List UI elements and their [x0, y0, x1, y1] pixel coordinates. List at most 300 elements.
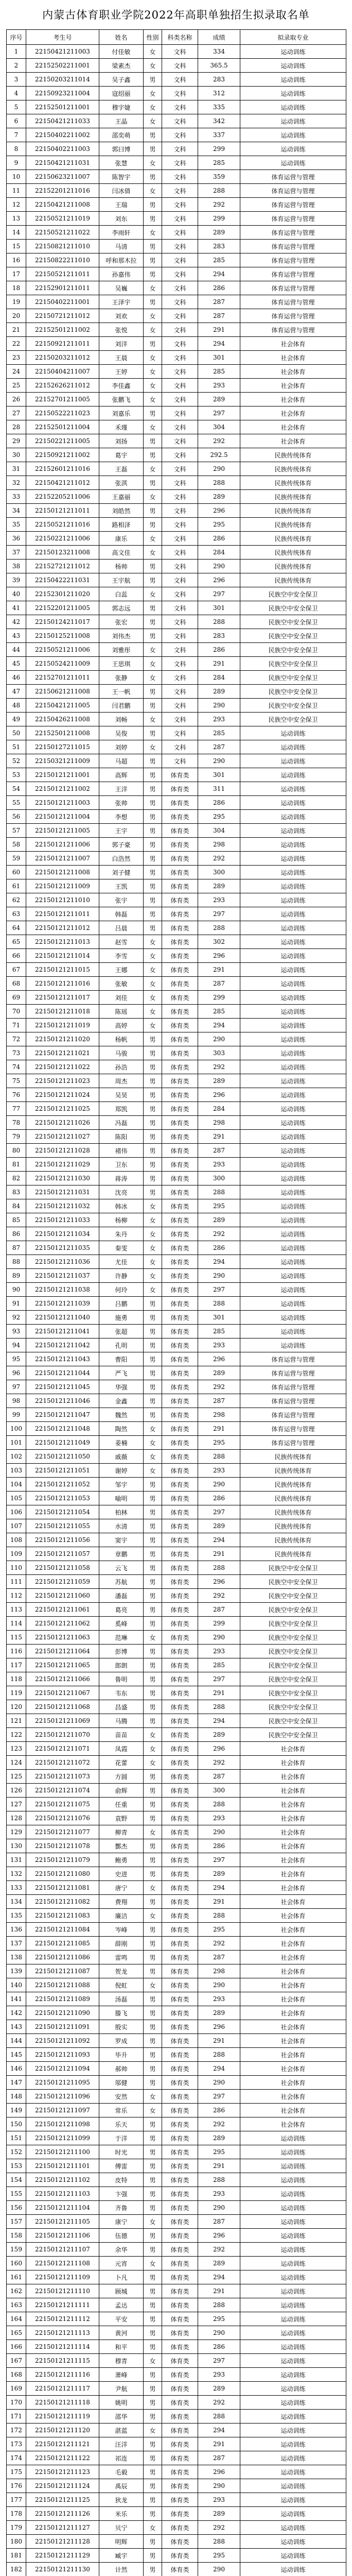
cell-name: 王泽宇: [99, 295, 144, 309]
cell-major: 运动训练: [240, 768, 346, 782]
cell-exam-number: 22150121211003: [26, 796, 99, 810]
cell-index: 131: [7, 1853, 26, 1867]
cell-exam-number: 22150121211063: [26, 1631, 99, 1645]
table-row: [7, 1519, 346, 1533]
table-row: [7, 991, 346, 1005]
cell-category: 文科: [162, 142, 198, 156]
cell-index: 85: [7, 1213, 26, 1227]
cell-score: 297: [198, 587, 240, 601]
cell-major: 运动训练: [240, 2173, 346, 2187]
cell-exam-number: 22150121211043: [26, 1352, 99, 1366]
cell-exam-number: 22150121211025: [26, 1102, 99, 1116]
cell-gender: 男: [144, 267, 162, 281]
cell-gender: 男: [144, 1380, 162, 1394]
cell-major: 民族空中安全保卫: [240, 1589, 346, 1603]
cell-index: 65: [7, 935, 26, 949]
cell-index: 129: [7, 1825, 26, 1839]
cell-gender: 男: [144, 1839, 162, 1853]
cell-name: 乐天: [99, 2117, 144, 2131]
table-row: [7, 685, 346, 699]
cell-category: 体育类: [162, 2270, 198, 2284]
table-row: [7, 462, 346, 476]
cell-major: 体育运营与管理: [240, 281, 346, 295]
cell-exam-number: 22150121211082: [26, 1895, 99, 1909]
cell-exam-number: 22150321211009: [26, 754, 99, 768]
cell-name: 张鹏飞: [99, 393, 144, 406]
cell-score: 294: [198, 1714, 240, 1728]
cell-major: 民族空中安全保卫: [240, 1700, 346, 1714]
cell-name: 费翔: [99, 1895, 144, 1909]
cell-index: 122: [7, 1728, 26, 1742]
cell-score: 303: [198, 1046, 240, 1060]
cell-category: 体育类: [162, 1909, 198, 1923]
cell-category: 体育类: [162, 1978, 198, 1992]
cell-gender: 男: [144, 128, 162, 142]
cell-score: 288: [198, 1185, 240, 1199]
cell-index: 54: [7, 782, 26, 796]
table-row: [7, 1227, 346, 1241]
table-row: [7, 1283, 346, 1297]
cell-score: 294: [198, 337, 240, 351]
cell-score: 289: [198, 2257, 240, 2270]
cell-exam-number: 22150402211003: [26, 142, 99, 156]
cell-major: 体育运营与管理: [240, 198, 346, 212]
cell-major: 民族空中安全保卫: [240, 601, 346, 615]
cell-index: 82: [7, 1172, 26, 1185]
cell-index: 124: [7, 1756, 26, 1770]
cell-score: 289: [198, 1728, 240, 1742]
cell-major: 体育运营与管理: [240, 1380, 346, 1394]
cell-major: 运动训练: [240, 2270, 346, 2284]
cell-name: 李想: [99, 810, 144, 824]
table-row: [7, 267, 346, 281]
cell-exam-number: 22150121211076: [26, 1811, 99, 1825]
cell-gender: 男: [144, 2173, 162, 2187]
cell-category: 体育类: [162, 2131, 198, 2145]
cell-category: 体育类: [162, 1714, 198, 1728]
cell-exam-number: 22150121211105: [26, 2215, 99, 2229]
cell-exam-number: 22152701211005: [26, 393, 99, 406]
cell-name: 寇绍丽: [99, 87, 144, 100]
cell-gender: 女: [144, 1464, 162, 1478]
cell-category: 文科: [162, 601, 198, 615]
cell-index: 157: [7, 2215, 26, 2229]
cell-gender: 男: [144, 1686, 162, 1700]
cell-score: 290: [198, 1269, 240, 1283]
cell-index: 32: [7, 476, 26, 490]
cell-exam-number: 22150121211034: [26, 1227, 99, 1241]
cell-gender: 男: [144, 768, 162, 782]
cell-index: 107: [7, 1519, 26, 1533]
cell-gender: 男: [144, 1408, 162, 1422]
cell-score: 289: [198, 1867, 240, 1881]
cell-name: 吴子鑫: [99, 73, 144, 87]
cell-score: 285: [198, 726, 240, 740]
cell-major: 民族传统体育: [240, 573, 346, 587]
cell-major: 运动训练: [240, 2549, 346, 2563]
cell-index: 89: [7, 1269, 26, 1283]
cell-gender: 男: [144, 2410, 162, 2424]
cell-index: 93: [7, 1325, 26, 1338]
cell-gender: 男: [144, 1895, 162, 1909]
table-row: [7, 546, 346, 560]
cell-gender: 男: [144, 240, 162, 253]
cell-gender: 男: [144, 1561, 162, 1575]
cell-score: 286: [198, 1241, 240, 1255]
cell-category: 体育类: [162, 1951, 198, 1964]
table-row: [7, 2479, 346, 2493]
cell-score: 287: [198, 2451, 240, 2465]
cell-score: 294: [198, 1019, 240, 1032]
cell-exam-number: 22150121211104: [26, 2201, 99, 2215]
cell-name: 高辉: [99, 768, 144, 782]
cell-category: 体育类: [162, 1867, 198, 1881]
cell-name: 刘伟杰: [99, 629, 144, 643]
cell-exam-number: 22150402211001: [26, 295, 99, 309]
cell-score: 290: [198, 1032, 240, 1046]
cell-exam-number: 22150121211048: [26, 1422, 99, 1436]
cell-exam-number: 22150203211014: [26, 73, 99, 87]
cell-exam-number: 22150121211078: [26, 1839, 99, 1853]
cell-name: 张悦: [99, 323, 144, 337]
cell-gender: 男: [144, 2243, 162, 2257]
cell-name: 马骏: [99, 1046, 144, 1060]
cell-gender: 男: [144, 2563, 162, 2576]
cell-exam-number: 22150121211018: [26, 1005, 99, 1019]
cell-index: 174: [7, 2451, 26, 2465]
cell-name: 王凯: [99, 879, 144, 893]
cell-name: 施勇: [99, 1311, 144, 1325]
cell-index: 182: [7, 2563, 26, 2576]
cell-category: 体育类: [162, 2076, 198, 2090]
cell-score: 293: [198, 1645, 240, 1658]
cell-exam-number: 22150121211129: [26, 2549, 99, 2563]
cell-exam-number: 22150121211115: [26, 2354, 99, 2368]
cell-major: 民族空中安全保卫: [240, 1603, 346, 1617]
cell-major: 民族传统体育: [240, 448, 346, 462]
cell-name: 王思琪: [99, 657, 144, 671]
cell-score: 284: [198, 546, 240, 560]
table-row: [7, 170, 346, 184]
table-row: [7, 754, 346, 768]
table-row: [7, 1700, 346, 1714]
cell-category: 文科: [162, 198, 198, 212]
cell-major: 运动训练: [240, 2201, 346, 2215]
cell-gender: 男: [144, 2465, 162, 2479]
cell-major: 运动训练: [240, 1297, 346, 1311]
cell-score: 284: [198, 1102, 240, 1116]
cell-index: 150: [7, 2117, 26, 2131]
cell-major: 民族空中安全保卫: [240, 671, 346, 685]
cell-exam-number: 22152201211005: [26, 601, 99, 615]
cell-gender: 男: [144, 295, 162, 309]
cell-category: 体育类: [162, 2424, 198, 2437]
cell-category: 体育类: [162, 1742, 198, 1756]
cell-score: 288: [198, 2410, 240, 2424]
table-row: [7, 1798, 346, 1811]
cell-gender: 女: [144, 532, 162, 546]
cell-index: 109: [7, 1547, 26, 1561]
cell-gender: 女: [144, 490, 162, 504]
cell-score: 286: [198, 1839, 240, 1853]
cell-category: 体育类: [162, 1645, 198, 1658]
cell-category: 体育类: [162, 2284, 198, 2298]
cell-major: 民族传统体育: [240, 1450, 346, 1464]
cell-major: 运动训练: [240, 1338, 346, 1352]
cell-exam-number: 22150121211017: [26, 991, 99, 1005]
table-row: [7, 1172, 346, 1185]
cell-name: 马超: [99, 754, 144, 768]
cell-category: 体育类: [162, 977, 198, 991]
cell-name: 汤磊: [99, 1992, 144, 2006]
cell-name: 袁野: [99, 1811, 144, 1825]
cell-major: 运动训练: [240, 977, 346, 991]
cell-score: 291: [198, 2437, 240, 2451]
cell-major: 运动训练: [240, 782, 346, 796]
cell-major: 运动训练: [240, 114, 346, 128]
cell-index: 6: [7, 114, 26, 128]
table-row: [7, 601, 346, 615]
cell-index: 41: [7, 601, 26, 615]
table-row: [7, 2493, 346, 2507]
cell-name: 梁素杰: [99, 59, 144, 73]
cell-major: 运动训练: [240, 1199, 346, 1213]
cell-exam-number: 22150421211008: [26, 198, 99, 212]
table-row: [7, 128, 346, 142]
cell-name: 陈智宇: [99, 170, 144, 184]
cell-score: 289: [198, 2006, 240, 2020]
cell-name: 殷实: [99, 2020, 144, 2034]
cell-major: 运动训练: [240, 991, 346, 1005]
table-row: [7, 782, 346, 796]
cell-major: 社会体育: [240, 1992, 346, 2006]
cell-score: 290: [198, 1631, 240, 1645]
cell-exam-number: 22150121211008: [26, 866, 99, 879]
table-row: [7, 1241, 346, 1255]
cell-gender: 男: [144, 406, 162, 420]
cell-name: 章鹏: [99, 1547, 144, 1561]
cell-index: 39: [7, 573, 26, 587]
cell-gender: 男: [144, 1158, 162, 1172]
cell-name: 臧宇: [99, 2549, 144, 2563]
cell-exam-number: 22150422211031: [26, 573, 99, 587]
cell-exam-number: 22150121211052: [26, 1478, 99, 1492]
cell-gender: 男: [144, 1325, 162, 1338]
cell-index: 91: [7, 1297, 26, 1311]
cell-gender: 男: [144, 1394, 162, 1408]
cell-score: 287: [198, 1144, 240, 1158]
cell-exam-number: 22150121211098: [26, 2117, 99, 2131]
cell-score: 301: [198, 601, 240, 615]
cell-major: 社会体育: [240, 1811, 346, 1825]
cell-index: 106: [7, 1505, 26, 1519]
cell-score: 290: [198, 699, 240, 713]
cell-category: 体育类: [162, 1283, 198, 1297]
cell-category: 体育类: [162, 824, 198, 838]
cell-name: 李雪: [99, 949, 144, 963]
cell-major: 体育运营与管理: [240, 309, 346, 323]
table-row: [7, 740, 346, 754]
cell-name: 祁连: [99, 2451, 144, 2465]
cell-name: 赵雪: [99, 935, 144, 949]
cell-category: 体育类: [162, 2187, 198, 2201]
cell-score: 290: [198, 2479, 240, 2493]
cell-category: 文科: [162, 337, 198, 351]
table-row: [7, 1867, 346, 1881]
cell-major: 民族空中安全保卫: [240, 1617, 346, 1631]
cell-category: 体育类: [162, 2535, 198, 2549]
cell-category: 文科: [162, 726, 198, 740]
cell-gender: 女: [144, 1436, 162, 1450]
cell-exam-number: 22150923211004: [26, 87, 99, 100]
cell-major: 体育运营与管理: [240, 295, 346, 309]
cell-name: 白蕊: [99, 587, 144, 601]
cell-index: 90: [7, 1283, 26, 1297]
table-row: [7, 156, 346, 170]
cell-score: 296: [198, 504, 240, 518]
cell-index: 21: [7, 323, 26, 337]
cell-exam-number: 22150921211002: [26, 448, 99, 462]
cell-index: 40: [7, 587, 26, 601]
cell-score: 289: [198, 490, 240, 504]
cell-name: 付佳敏: [99, 45, 144, 59]
cell-exam-number: 22150121211036: [26, 1255, 99, 1269]
table-row: [7, 448, 346, 462]
cell-score: 289: [198, 1519, 240, 1533]
table-row: [7, 59, 346, 73]
cell-major: 运动训练: [240, 2507, 346, 2521]
cell-index: 99: [7, 1408, 26, 1422]
cell-exam-number: 22150921211011: [26, 337, 99, 351]
cell-index: 118: [7, 1672, 26, 1686]
cell-exam-number: 22150121211001: [26, 768, 99, 782]
admission-table: [6, 29, 346, 2576]
cell-major: 运动训练: [240, 1241, 346, 1255]
cell-name: 湛蓝: [99, 2424, 144, 2437]
cell-index: 108: [7, 1533, 26, 1547]
cell-category: 文科: [162, 518, 198, 532]
cell-index: 51: [7, 740, 26, 754]
cell-score: 291: [198, 1130, 240, 1144]
cell-score: 285: [198, 253, 240, 267]
table-row: [7, 2006, 346, 2020]
cell-name: 王嘉丽: [99, 490, 144, 504]
cell-score: 287: [198, 295, 240, 309]
cell-category: 文科: [162, 253, 198, 267]
cell-score: 287: [198, 1394, 240, 1408]
cell-category: 体育类: [162, 2034, 198, 2048]
table-row: [7, 281, 346, 295]
cell-name: 毛毅: [99, 2465, 144, 2479]
cell-index: 45: [7, 657, 26, 671]
cell-category: 体育类: [162, 2006, 198, 2020]
cell-index: 37: [7, 546, 26, 560]
cell-gender: 男: [144, 1366, 162, 1380]
cell-gender: 男: [144, 198, 162, 212]
cell-index: 144: [7, 2034, 26, 2048]
cell-score: 288: [198, 184, 240, 198]
cell-major: 运动训练: [240, 1283, 346, 1297]
cell-score: 294: [198, 2424, 240, 2437]
cell-category: 体育类: [162, 2563, 198, 2576]
cell-category: 体育类: [162, 1561, 198, 1575]
cell-index: 38: [7, 560, 26, 573]
cell-gender: 男: [144, 1658, 162, 1672]
cell-category: 文科: [162, 476, 198, 490]
cell-name: 范琳: [99, 1631, 144, 1645]
table-row: [7, 1478, 346, 1492]
cell-major: 体育运营与管理: [240, 1352, 346, 1366]
cell-score: 293: [198, 1811, 240, 1825]
cell-category: 文科: [162, 212, 198, 226]
cell-category: 体育类: [162, 1227, 198, 1241]
cell-gender: 男: [144, 1046, 162, 1060]
cell-exam-number: 22150121211023: [26, 1074, 99, 1088]
cell-gender: 男: [144, 699, 162, 713]
cell-name: 苗苗: [99, 1728, 144, 1742]
cell-name: 吴昊: [99, 1088, 144, 1102]
cell-index: 2: [7, 59, 26, 73]
cell-exam-number: 22150421211031: [26, 156, 99, 170]
cell-major: 体育运营与管理: [240, 267, 346, 281]
cell-gender: 女: [144, 1255, 162, 1269]
cell-index: 113: [7, 1603, 26, 1617]
cell-exam-number: 22150121211016: [26, 977, 99, 991]
cell-index: 115: [7, 1631, 26, 1645]
cell-exam-number: 22152502211001: [26, 59, 99, 73]
cell-category: 体育类: [162, 1798, 198, 1811]
cell-score: 296: [198, 2020, 240, 2034]
cell-index: 33: [7, 490, 26, 504]
cell-exam-number: 22150822211010: [26, 253, 99, 267]
cell-score: 296: [198, 1088, 240, 1102]
cell-major: 运动训练: [240, 128, 346, 142]
cell-exam-number: 22150121211083: [26, 1909, 99, 1923]
table-row: [7, 253, 346, 267]
cell-score: 291: [198, 2159, 240, 2173]
cell-score: 286: [198, 796, 240, 810]
cell-score: 290: [198, 560, 240, 573]
cell-category: 文科: [162, 156, 198, 170]
cell-score: 290: [198, 1825, 240, 1839]
table-row: [7, 2201, 346, 2215]
cell-name: 明辉: [99, 2535, 144, 2549]
cell-gender: 女: [144, 87, 162, 100]
cell-index: 7: [7, 128, 26, 142]
cell-score: 286: [198, 1492, 240, 1505]
cell-category: 体育类: [162, 2257, 198, 2270]
cell-category: 体育类: [162, 1338, 198, 1352]
cell-category: 体育类: [162, 1199, 198, 1213]
cell-index: 14: [7, 226, 26, 240]
cell-index: 141: [7, 1992, 26, 2006]
cell-exam-number: 22150121211009: [26, 879, 99, 893]
cell-gender: 男: [144, 1338, 162, 1352]
cell-major: 运动训练: [240, 1060, 346, 1074]
table-row: [7, 1269, 346, 1283]
cell-score: 292: [198, 198, 240, 212]
cell-exam-number: 22150821211010: [26, 240, 99, 253]
cell-name: 王洋: [99, 782, 144, 796]
cell-exam-number: 22150121211091: [26, 2020, 99, 2034]
cell-exam-number: 22150121211125: [26, 2493, 99, 2507]
cell-major: 运动训练: [240, 1005, 346, 1019]
cell-name: 郭子豪: [99, 838, 144, 852]
cell-exam-number: 22150421211012: [26, 476, 99, 490]
cell-major: 民族传统体育: [240, 1547, 346, 1561]
cell-major: 民族传统体育: [240, 1533, 346, 1547]
cell-major: 民族空中安全保卫: [240, 629, 346, 643]
